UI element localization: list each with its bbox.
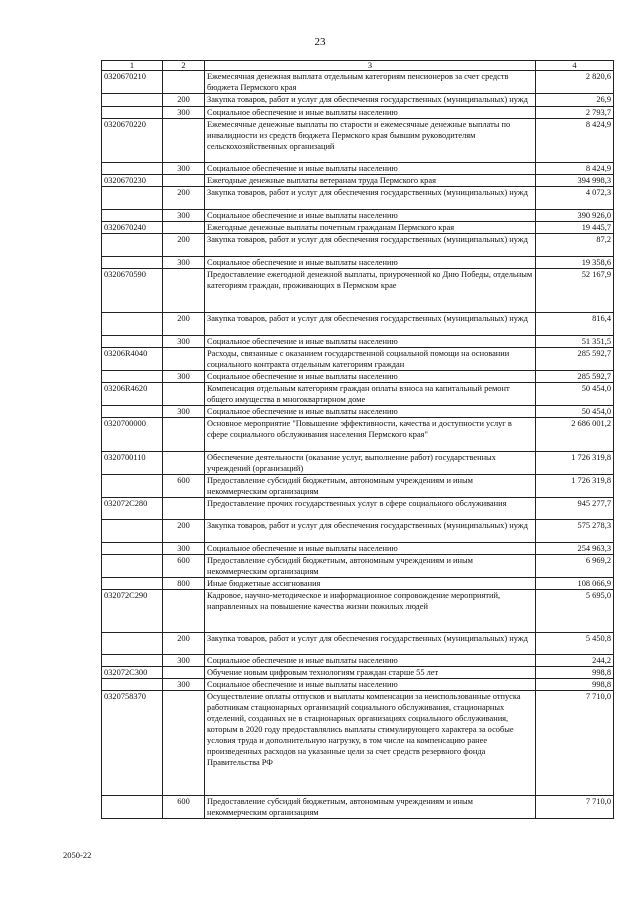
amount-cell: 50 454,0	[536, 383, 614, 406]
description-cell: Ежемесячные денежные выплаты по старости и ежемесячные денежные выплаты по инвалидности из средств бюджета Пермского края бывшим руководителям сельскохозяйственных организаций	[205, 119, 536, 163]
budget-code-cell	[102, 187, 163, 210]
amount-cell: 7 710,0	[536, 796, 614, 819]
budget-code-cell	[102, 555, 163, 578]
amount-cell: 2 686 001,2	[536, 418, 614, 452]
budget-code-cell	[102, 107, 163, 119]
budget-code-cell	[102, 578, 163, 590]
expense-type-cell: 300	[163, 543, 205, 555]
description-cell: Ежегодные денежные выплаты ветеранам труда Пермского края	[205, 175, 536, 187]
amount-cell: 2 820,6	[536, 71, 614, 94]
description-cell: Социальное обеспечение и иные выплаты населению	[205, 543, 536, 555]
amount-cell: 108 066,9	[536, 578, 614, 590]
budget-code-cell	[102, 475, 163, 498]
amount-cell: 285 592,7	[536, 348, 614, 371]
table-row	[102, 543, 614, 555]
expense-type-cell: 600	[163, 555, 205, 578]
table-row	[102, 406, 614, 418]
table-row	[102, 222, 614, 234]
budget-code-cell	[102, 94, 163, 107]
table-row	[102, 119, 614, 163]
budget-code-cell	[102, 633, 163, 655]
expense-type-cell: 300	[163, 257, 205, 269]
description-cell: Закупка товаров, работ и услуг для обеспечения государственных (муниципальных) нужд	[205, 234, 536, 257]
description-cell: Социальное обеспечение и иные выплаты населению	[205, 406, 536, 418]
budget-code-cell: 03206R4040	[102, 348, 163, 371]
expense-type-cell	[163, 691, 205, 796]
amount-cell: 6 969,2	[536, 555, 614, 578]
description-cell: Предоставление субсидий бюджетным, автономным учреждениям и иным некоммерческим организациям	[205, 555, 536, 578]
expense-type-cell: 600	[163, 796, 205, 819]
expense-type-cell: 200	[163, 520, 205, 543]
description-cell: Ежемесячная денежная выплата отдельным категориям пенсионеров за счет средств бюджета Пермского края	[205, 71, 536, 94]
amount-cell: 244,2	[536, 655, 614, 667]
budget-code-cell	[102, 520, 163, 543]
description-cell: Закупка товаров, работ и услуг для обеспечения государственных (муниципальных) нужд	[205, 633, 536, 655]
table-row	[102, 187, 614, 210]
amount-cell: 87,2	[536, 234, 614, 257]
description-cell: Социальное обеспечение и иные выплаты населению	[205, 336, 536, 348]
budget-code-cell	[102, 234, 163, 257]
table-row	[102, 655, 614, 667]
expense-type-cell: 200	[163, 187, 205, 210]
budget-code-cell	[102, 543, 163, 555]
document-code: 2050-22	[63, 850, 92, 860]
table-row	[102, 163, 614, 175]
expense-type-cell: 200	[163, 234, 205, 257]
budget-code-cell: 032072С300	[102, 667, 163, 679]
table-row	[102, 383, 614, 406]
description-cell: Предоставление ежегодной денежной выплаты, приуроченной ко Дню Победы, отдельным категориям граждан, проживающих в Пермском крае	[205, 269, 536, 313]
description-cell: Закупка товаров, работ и услуг для обеспечения государственных (муниципальных) нужд	[205, 94, 536, 107]
budget-code-cell: 0320670210	[102, 71, 163, 94]
description-cell: Социальное обеспечение и иные выплаты населению	[205, 210, 536, 222]
table-row	[102, 348, 614, 371]
amount-cell: 8 424,9	[536, 119, 614, 163]
description-cell: Социальное обеспечение и иные выплаты населению	[205, 679, 536, 691]
expense-type-cell: 300	[163, 210, 205, 222]
expense-type-cell	[163, 498, 205, 520]
expense-type-cell: 800	[163, 578, 205, 590]
amount-cell: 52 167,9	[536, 269, 614, 313]
budget-code-cell	[102, 163, 163, 175]
budget-code-cell: 032072С290	[102, 590, 163, 633]
expense-type-cell	[163, 383, 205, 406]
budget-code-cell	[102, 655, 163, 667]
budget-code-cell: 0320670220	[102, 119, 163, 163]
amount-cell: 19 358,6	[536, 257, 614, 269]
expense-type-cell: 300	[163, 406, 205, 418]
table-row	[102, 691, 614, 796]
amount-cell: 2 793,7	[536, 107, 614, 119]
table-row	[102, 336, 614, 348]
description-cell: Ежегодные денежные выплаты почетным гражданам Пермского края	[205, 222, 536, 234]
expense-type-cell	[163, 348, 205, 371]
description-cell: Социальное обеспечение и иные выплаты населению	[205, 163, 536, 175]
expense-type-cell	[163, 590, 205, 633]
expense-type-cell: 300	[163, 655, 205, 667]
amount-cell: 5 695,0	[536, 590, 614, 633]
amount-cell: 51 351,5	[536, 336, 614, 348]
description-cell: Кадровое, научно-методическое и информационное сопровождение мероприятий, направленных на повышение качества жизни пожилых людей	[205, 590, 536, 633]
table-header-row	[102, 61, 614, 71]
description-cell: Закупка товаров, работ и услуг для обеспечения государственных (муниципальных) нужд	[205, 313, 536, 336]
description-cell: Обучение новым цифровым технологиям граждан старше 55 лет	[205, 667, 536, 679]
table-row	[102, 175, 614, 187]
table-row	[102, 257, 614, 269]
page-number: 23	[314, 36, 326, 48]
budget-code-cell	[102, 313, 163, 336]
table-row	[102, 498, 614, 520]
amount-cell: 50 454,0	[536, 406, 614, 418]
table-row	[102, 520, 614, 543]
expense-type-cell	[163, 452, 205, 475]
description-cell: Иные бюджетные ассигнования	[205, 578, 536, 590]
budget-code-cell	[102, 257, 163, 269]
expense-type-cell	[163, 71, 205, 94]
description-cell: Социальное обеспечение и иные выплаты населению	[205, 655, 536, 667]
budget-code-cell: 0320670240	[102, 222, 163, 234]
expense-type-cell	[163, 119, 205, 163]
column-header: 3	[205, 61, 536, 71]
amount-cell: 816,4	[536, 313, 614, 336]
expense-type-cell	[163, 175, 205, 187]
budget-code-cell	[102, 371, 163, 383]
budget-code-cell: 032072С280	[102, 498, 163, 520]
amount-cell: 8 424,9	[536, 163, 614, 175]
amount-cell: 285 592,7	[536, 371, 614, 383]
budget-code-cell: 0320670230	[102, 175, 163, 187]
amount-cell: 394 998,3	[536, 175, 614, 187]
description-cell: Основное мероприятие "Повышение эффективности, качества и доступности услуг в сфере социального обслуживания населения Пермского края"	[205, 418, 536, 452]
description-cell: Предоставление прочих государственных услуг в сфере социального обслуживания	[205, 498, 536, 520]
table-row	[102, 418, 614, 452]
table-row	[102, 590, 614, 633]
expense-type-cell	[163, 667, 205, 679]
description-cell: Расходы, связанные с оказанием государственной социальной помощи на основании социального контракта отдельным категориям граждан	[205, 348, 536, 371]
amount-cell: 1 726 319,8	[536, 452, 614, 475]
amount-cell: 1 726 319,8	[536, 475, 614, 498]
table-row	[102, 313, 614, 336]
expense-type-cell: 300	[163, 107, 205, 119]
expense-type-cell: 300	[163, 371, 205, 383]
column-header: 2	[163, 61, 205, 71]
table-row	[102, 94, 614, 107]
table-row	[102, 633, 614, 655]
expense-type-cell	[163, 222, 205, 234]
budget-code-cell	[102, 679, 163, 691]
table-row	[102, 555, 614, 578]
amount-cell: 998,8	[536, 667, 614, 679]
budget-code-cell: 0320758370	[102, 691, 163, 796]
description-cell: Закупка товаров, работ и услуг для обеспечения государственных (муниципальных) нужд	[205, 187, 536, 210]
amount-cell: 575 278,3	[536, 520, 614, 543]
amount-cell: 7 710,0	[536, 691, 614, 796]
budget-code-cell	[102, 336, 163, 348]
expense-type-cell: 300	[163, 163, 205, 175]
table-row	[102, 371, 614, 383]
table-row	[102, 269, 614, 313]
budget-code-cell: 0320670590	[102, 269, 163, 313]
budget-code-cell: 03206R4620	[102, 383, 163, 406]
amount-cell: 998,8	[536, 679, 614, 691]
budget-code-cell: 0320700000	[102, 418, 163, 452]
budget-table	[101, 60, 614, 819]
column-header: 1	[102, 61, 163, 71]
description-cell: Предоставление субсидий бюджетным, автономным учреждениям и иным некоммерческим организациям	[205, 796, 536, 819]
expense-type-cell: 200	[163, 313, 205, 336]
description-cell: Социальное обеспечение и иные выплаты населению	[205, 107, 536, 119]
table-row	[102, 234, 614, 257]
budget-code-cell	[102, 406, 163, 418]
amount-cell: 945 277,7	[536, 498, 614, 520]
description-cell: Компенсация отдельным категориям граждан оплаты взноса на капитальный ремонт общего имущества в многоквартирном доме	[205, 383, 536, 406]
amount-cell: 19 445,7	[536, 222, 614, 234]
expense-type-cell	[163, 269, 205, 313]
amount-cell: 4 072,3	[536, 187, 614, 210]
budget-code-cell	[102, 210, 163, 222]
table-row	[102, 796, 614, 819]
table-row	[102, 71, 614, 94]
amount-cell: 254 963,3	[536, 543, 614, 555]
description-cell: Предоставление субсидий бюджетным, автономным учреждениям и иным некоммерческим организациям	[205, 475, 536, 498]
description-cell: Обеспечение деятельности (оказание услуг, выполнение работ) государственных учреждений (организаций)	[205, 452, 536, 475]
description-cell: Социальное обеспечение и иные выплаты населению	[205, 257, 536, 269]
table-row	[102, 475, 614, 498]
table-row	[102, 578, 614, 590]
table-row	[102, 107, 614, 119]
budget-code-cell: 0320700110	[102, 452, 163, 475]
description-cell: Социальное обеспечение и иные выплаты населению	[205, 371, 536, 383]
budget-code-cell	[102, 796, 163, 819]
table-row	[102, 452, 614, 475]
expense-type-cell: 200	[163, 633, 205, 655]
column-header: 4	[536, 61, 614, 71]
table-row	[102, 679, 614, 691]
description-cell: Осуществление оплаты отпусков и выплаты компенсации за неиспользованные отпуска работникам стационарных организаций социального обслуживания, стационарных отделений, созданных не в стационарных организациях социального обслуживания, которым в 2020 году предоставлялись выплаты стимулирующего характера за особые условия труда и дополнительную нагрузку, в том числе на компенсацию ранее произведенных расходов на указанные цели за счет средств резервного фонда Правительства РФ	[205, 691, 536, 796]
expense-type-cell	[163, 418, 205, 452]
expense-type-cell: 200	[163, 94, 205, 107]
amount-cell: 390 926,0	[536, 210, 614, 222]
amount-cell: 26,9	[536, 94, 614, 107]
expense-type-cell: 600	[163, 475, 205, 498]
description-cell: Закупка товаров, работ и услуг для обеспечения государственных (муниципальных) нужд	[205, 520, 536, 543]
table-row	[102, 210, 614, 222]
expense-type-cell: 300	[163, 336, 205, 348]
expense-type-cell: 300	[163, 679, 205, 691]
table-row	[102, 667, 614, 679]
amount-cell: 5 450,8	[536, 633, 614, 655]
